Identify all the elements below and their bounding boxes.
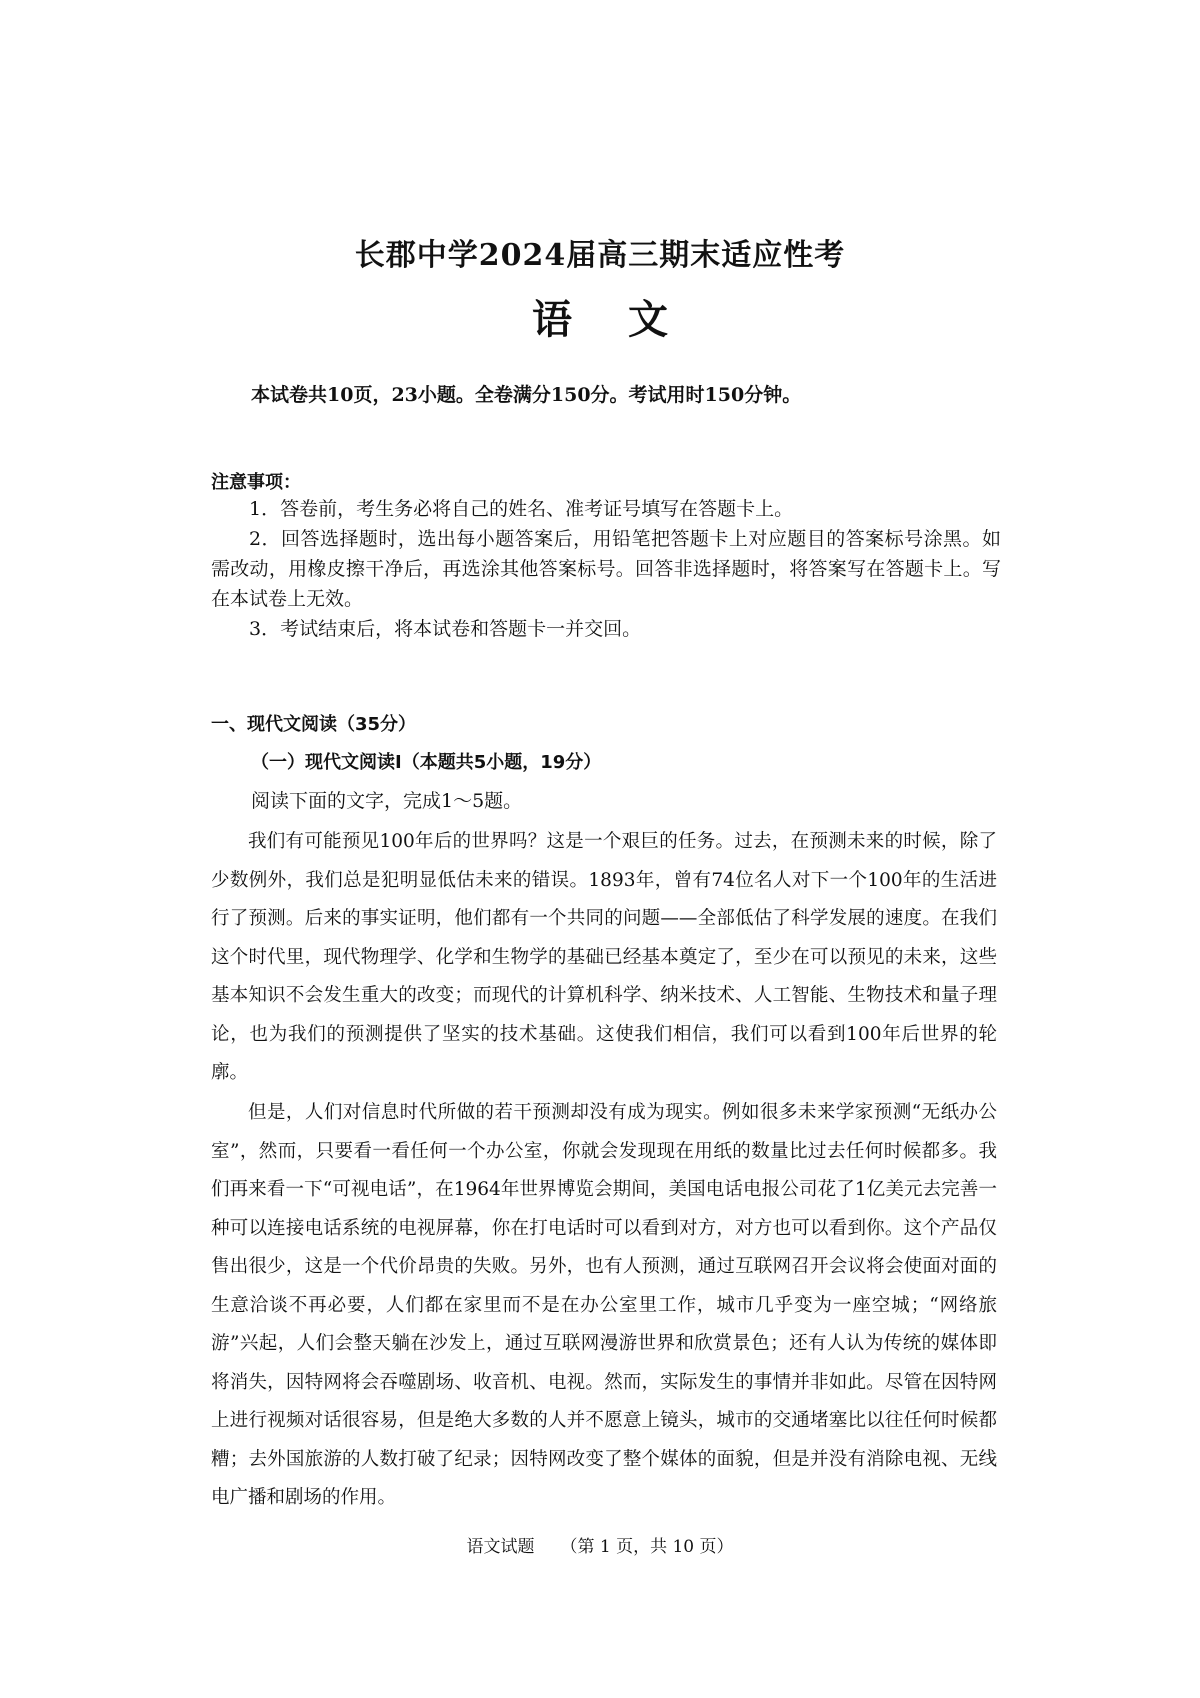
subject-char-1: 语 xyxy=(532,296,572,343)
footer-label: 语文试题 xyxy=(466,1537,535,1557)
reading-instruction: 阅读下面的文字，完成1～5题。 xyxy=(251,790,523,812)
notice-item-text: 2．回答选择题时，选出每小题答案后，用铅笔把答题卡上对应题目的答案标号涂黑。如需改动，用橡皮擦干净后，再选涂其他答案标号。回答非选择题时，将答案写在答题卡上。写在本试卷上无效。 xyxy=(211,528,1001,610)
section-title: 一、现代文阅读（35分） xyxy=(211,714,417,735)
subject-char-2: 文 xyxy=(628,296,668,343)
notice-item-text: 3．考试结束后，将本试卷和答题卡一并交回。 xyxy=(249,618,642,640)
exam-title: 长郡中学2024届高三期末适应性考 xyxy=(354,238,846,273)
passage-paragraph xyxy=(211,1094,997,1518)
passage-paragraph xyxy=(211,823,997,1093)
subject-title xyxy=(0,288,1200,345)
notice-item xyxy=(211,494,1001,524)
notice-item xyxy=(211,614,1001,644)
footer-page-info: （第 1 页，共 10 页） xyxy=(560,1537,734,1557)
paragraph-text: 我们有可能预见100年后的世界吗？这是一个艰巨的任务。过去，在预测未来的时候，除了少数例外，我们总是犯明显低估未来的错误。1893年，曾有74位名人对下一个100年的生活进行了预测。后来的事实证明，他们都有一个共同的问题——全部低估了科学发展的速度。在我们这个时代里，现代物理学、化学和生物学的基础已经基本奠定了，至少在可以预见的未来，这些基本知识不会发生重大的改变；而现代的计算机科学、纳米技术、人工智能、生物技术和量子理论，也为我们的预测提供了坚实的技术基础。这使我们相信，我们可以看到100年后世界的轮廓。 xyxy=(211,831,997,1083)
notice-heading: 注意事项： xyxy=(211,472,301,493)
notice-item-text: 1．答卷前，考生务必将自己的姓名、准考证号填写在答题卡上。 xyxy=(249,498,794,520)
subsection-title: （一）现代文阅读Ⅰ（本题共5小题，19分） xyxy=(251,752,602,773)
exam-intro: 本试卷共10页，23小题。全卷满分150分。考试用时150分钟。 xyxy=(251,384,802,406)
page-footer xyxy=(0,1532,1200,1557)
paragraph-text: 但是，人们对信息时代所做的若干预测却没有成为现实。例如很多未来学家预测“无纸办公室”，然而，只要看一看任何一个办公室，你就会发现现在用纸的数量比过去任何时候都多。我们再来看一下“可视电话”，在1964年世界博览会期间，美国电话电报公司花了1亿美元去完善一种可以连接电话系统的电视屏幕，你在打电话时可以看到对方，对方也可以看到你。这个产品仅售出很少，这是一个代价昂贵的失败。另外，也有人预测，通过互联网召开会议将会使面对面的生意洽谈不再必要，人们都在家里而不是在办公室里工作，城市几乎变为一座空城；“网络旅游”兴起，人们会整天躺在沙发上，通过互联网漫游世界和欣赏景色；还有人认为传统的媒体即将消失，因特网将会吞噬剧场、收音机、电视。然而，实际发生的事情并非如此。尽管在因特网上进行视频对话很容易，但是绝大多数的人并不愿意上镜头，城市的交通堵塞比以往任何时候都糟；去外国旅游的人数打破了纪录；因特网改变了整个媒体的面貌，但是并没有消除电视、无线电广播和剧场的作用。 xyxy=(211,1102,997,1508)
notice-item xyxy=(211,524,1001,614)
